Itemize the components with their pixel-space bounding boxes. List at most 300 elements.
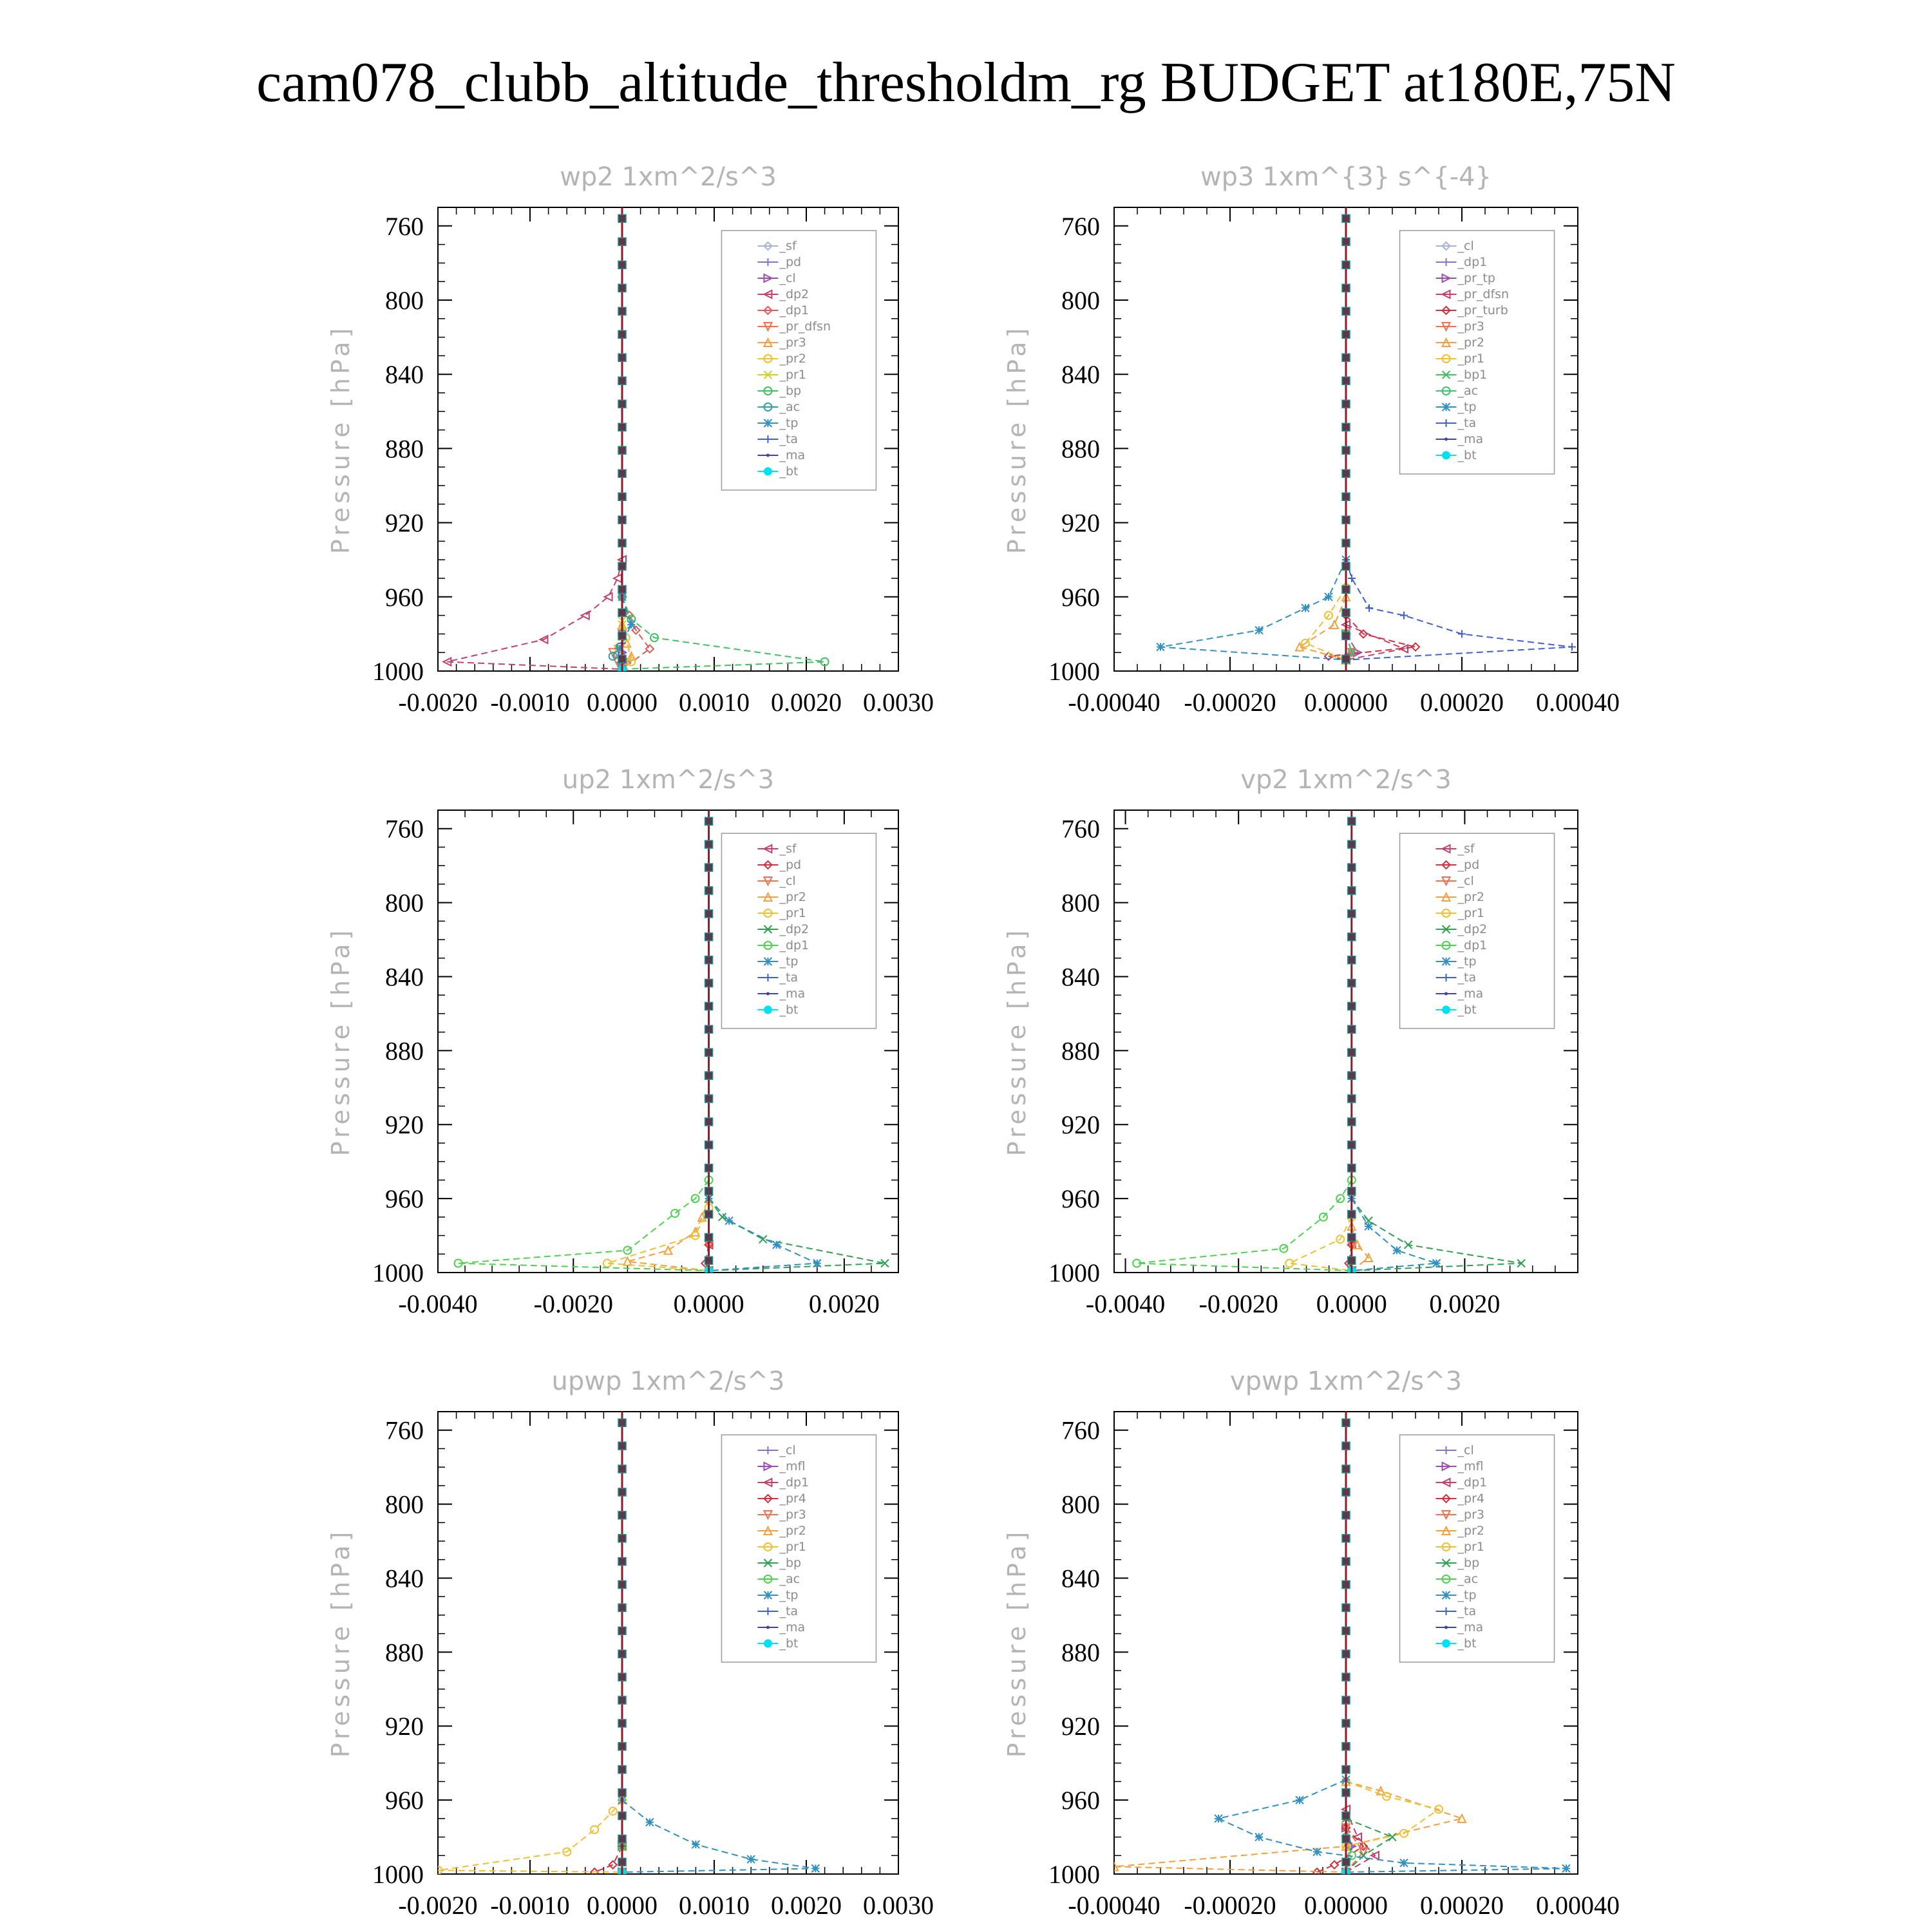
- series-ta-point: [1348, 574, 1356, 582]
- legend-entry-tp: _tp: [1457, 954, 1477, 969]
- zero-profile-marker: [618, 1766, 626, 1774]
- zero-profile-marker: [1348, 980, 1356, 987]
- legend-entry-pr1: _pr1: [779, 1540, 806, 1554]
- zero-profile-marker: [1348, 840, 1356, 848]
- x-tick-label: 0.0000: [587, 1891, 658, 1920]
- zero-profile-marker: [618, 1604, 626, 1611]
- zero-profile-marker: [618, 261, 626, 269]
- zero-profile-marker: [705, 1095, 713, 1103]
- legend-entry-bt: _bt: [779, 1003, 799, 1017]
- zero-profile-marker: [1342, 562, 1350, 570]
- legend-entry-ta: _ta: [779, 1604, 799, 1618]
- zero-profile-marker: [618, 585, 626, 593]
- series-tp-point: [1393, 1247, 1401, 1255]
- legend-entry-ma: _ma: [779, 1620, 806, 1634]
- legend-entry-cl: _cl: [1457, 874, 1474, 888]
- x-tick-label: 0.00040: [1536, 1891, 1620, 1920]
- y-tick-label: 960: [1061, 1184, 1100, 1214]
- zero-profile-marker: [1342, 1719, 1350, 1727]
- legend-entry-pr3: _pr3: [1457, 319, 1484, 334]
- legend-entry-ma: _ma: [1457, 987, 1484, 1001]
- legend-entry-ta: _ta: [1457, 971, 1477, 985]
- legend-entry-ma: _ma: [779, 987, 806, 1001]
- legend-entry-pr-turb: _pr_turb: [1457, 303, 1508, 317]
- x-tick-label: -0.00040: [1068, 688, 1160, 717]
- panel-title: wp3 1xm^{3} s^{-4}: [1200, 162, 1492, 192]
- y-tick-label: 920: [385, 1110, 424, 1140]
- zero-profile-marker: [618, 1465, 626, 1473]
- x-tick-label: -0.0020: [398, 688, 478, 717]
- series-ta-point: [1458, 630, 1466, 638]
- legend-entry-ma-marker: [1444, 1626, 1448, 1629]
- zero-profile-marker: [1348, 1256, 1356, 1264]
- y-tick-label: 760: [385, 211, 424, 241]
- y-axis-label: Pressure [hPa]: [1003, 324, 1031, 554]
- zero-profile-marker: [618, 632, 626, 639]
- zero-profile-marker: [618, 1835, 626, 1842]
- zero-profile-marker: [618, 655, 626, 663]
- legend-entry-pr1: _pr1: [1457, 1540, 1484, 1554]
- series-ta-point: [1568, 643, 1576, 651]
- zero-profile-marker: [1342, 469, 1350, 477]
- series-tp-line: [1352, 1198, 1437, 1271]
- legend-entry-tp-marker: [1443, 958, 1450, 965]
- zero-profile-marker: [618, 1442, 626, 1450]
- x-tick-label: 0.0000: [587, 688, 658, 717]
- y-tick-label: 760: [1061, 211, 1100, 241]
- zero-profile-marker: [705, 1211, 713, 1218]
- zero-profile-marker: [618, 609, 626, 616]
- y-tick-label: 920: [385, 1712, 424, 1741]
- panel-title: up2 1xm^2/s^3: [562, 765, 775, 795]
- zero-profile-marker: [1348, 1095, 1356, 1103]
- x-tick-label: 0.00000: [1304, 688, 1388, 717]
- zero-profile-marker: [1348, 1211, 1356, 1218]
- y-tick-label: 840: [385, 360, 424, 390]
- series-tp-point: [1255, 627, 1263, 634]
- y-tick-label: 880: [1061, 1638, 1100, 1667]
- legend-entry-ta: _ta: [1457, 416, 1477, 430]
- zero-profile-marker: [705, 1118, 713, 1126]
- zero-profile-marker: [1342, 1835, 1350, 1842]
- legend-entry-pr1: _pr1: [779, 906, 806, 920]
- zero-profile-marker: [618, 1558, 626, 1566]
- legend-entry-pr-tp: _pr_tp: [1457, 271, 1495, 285]
- series-tp-point: [1313, 1848, 1321, 1856]
- series-pr2-point: [1331, 621, 1338, 629]
- chart-panel-5: [327, 1367, 934, 1920]
- y-tick-label: 880: [1061, 1036, 1100, 1066]
- series-pr1-line: [1289, 1217, 1352, 1271]
- zero-profile-marker: [1342, 1465, 1350, 1473]
- zero-profile-marker: [1342, 1488, 1350, 1496]
- zero-profile-marker: [618, 1650, 626, 1658]
- legend-entry-dp1: _dp1: [779, 1475, 810, 1490]
- y-tick-label: 920: [1061, 1712, 1100, 1741]
- legend-entry-ta: _ta: [1457, 1604, 1477, 1618]
- zero-profile-marker: [1342, 214, 1350, 222]
- legend-entry-pr3: _pr3: [779, 1508, 806, 1522]
- zero-profile-marker: [618, 1858, 626, 1866]
- zero-profile-marker: [1342, 238, 1350, 245]
- legend-entry-cl: _cl: [779, 874, 796, 888]
- y-tick-label: 960: [385, 582, 424, 612]
- panel-title: upwp 1xm^2/s^3: [551, 1367, 785, 1396]
- zero-profile-marker: [1342, 1419, 1350, 1426]
- y-tick-label: 960: [385, 1184, 424, 1214]
- zero-profile-marker: [705, 1233, 713, 1241]
- y-tick-label: 1000: [372, 657, 424, 686]
- zero-profile-marker: [1342, 307, 1350, 315]
- legend-entry-tp: _tp: [779, 1588, 799, 1602]
- legend-entry-tp-marker: [764, 419, 772, 427]
- legend-entry-bp: _bp: [779, 1556, 802, 1570]
- legend-entry-dp1: _dp1: [1457, 938, 1488, 952]
- legend-entry-ac: _ac: [779, 400, 800, 414]
- legend-entry-pr3: _pr3: [779, 336, 806, 350]
- x-tick-label: 0.0030: [863, 1891, 934, 1920]
- zero-profile-marker: [618, 284, 626, 292]
- zero-profile-marker: [1348, 1025, 1356, 1033]
- series-tp-point: [1255, 1833, 1263, 1841]
- series-dp2-point: [614, 574, 621, 582]
- zero-profile-marker: [1342, 493, 1350, 500]
- zero-profile-marker: [705, 956, 713, 964]
- y-tick-label: 800: [385, 888, 424, 918]
- y-tick-label: 840: [385, 1564, 424, 1593]
- zero-profile-marker: [618, 1488, 626, 1496]
- zero-profile-marker: [1348, 1164, 1356, 1172]
- x-tick-label: 0.0020: [808, 1289, 880, 1318]
- zero-profile-marker: [1348, 933, 1356, 941]
- panel-title: wp2 1xm^2/s^3: [560, 162, 777, 192]
- x-tick-label: 0.0020: [771, 1891, 842, 1920]
- series-dp1-line: [459, 1180, 709, 1271]
- y-tick-label: 880: [385, 1036, 424, 1066]
- zero-profile-marker: [705, 840, 713, 848]
- zero-profile-marker: [705, 864, 713, 871]
- legend-entry-tp: _tp: [779, 416, 799, 430]
- zero-profile-marker: [1342, 1581, 1350, 1589]
- legend-entry-pr3: _pr3: [1457, 1508, 1484, 1522]
- series-tp-point: [627, 621, 635, 629]
- legend-entry-pr-dfsn: _pr_dfsn: [779, 319, 831, 334]
- zero-profile-marker: [618, 1812, 626, 1820]
- legend-entry-tp: _tp: [1457, 1588, 1477, 1602]
- zero-profile-marker: [618, 469, 626, 477]
- series-tp-point: [692, 1841, 699, 1848]
- x-tick-label: 0.00020: [1420, 688, 1504, 717]
- zero-profile-marker: [618, 493, 626, 500]
- y-tick-label: 800: [1061, 286, 1100, 315]
- zero-profile-marker: [1342, 1442, 1350, 1450]
- legend-entry-pr4: _pr4: [1457, 1492, 1484, 1506]
- zero-profile-marker: [618, 377, 626, 384]
- zero-profile-marker: [618, 1535, 626, 1542]
- series-pr4-point: [1313, 1868, 1321, 1876]
- zero-profile-marker: [1342, 1558, 1350, 1566]
- y-tick-label: 1000: [1048, 657, 1100, 686]
- y-axis-label: Pressure [hPa]: [1003, 1528, 1031, 1758]
- chart-panel-1: [327, 162, 934, 717]
- zero-profile-marker: [618, 516, 626, 524]
- x-tick-label: 0.00000: [1304, 1891, 1388, 1920]
- series-pr1-point: [591, 1826, 598, 1833]
- zero-profile-marker: [705, 887, 713, 895]
- y-tick-label: 960: [385, 1786, 424, 1815]
- series-tp-point: [1325, 593, 1332, 601]
- x-tick-label: 0.0010: [679, 1891, 750, 1920]
- zero-profile-marker: [1348, 1048, 1356, 1056]
- zero-profile-marker: [618, 1511, 626, 1519]
- x-tick-label: 0.0020: [1429, 1289, 1501, 1318]
- y-tick-label: 760: [385, 1416, 424, 1445]
- legend-entry-pr2: _pr2: [1457, 336, 1484, 350]
- zero-profile-marker: [705, 1002, 713, 1010]
- legend-entry-ma-marker: [1444, 992, 1448, 996]
- y-axis-label: Pressure [hPa]: [327, 926, 355, 1157]
- x-tick-label: -0.0040: [1085, 1289, 1166, 1318]
- legend-entry-ma: _ma: [1457, 432, 1484, 446]
- chart-panel-4: [1003, 765, 1578, 1318]
- legend-entry-bt: _bt: [1457, 448, 1477, 462]
- legend-entry-bt: _bt: [1457, 1636, 1477, 1651]
- series-tp-point: [646, 1819, 654, 1826]
- zero-profile-marker: [1348, 1188, 1356, 1195]
- y-tick-label: 760: [385, 814, 424, 844]
- zero-profile-marker: [705, 1048, 713, 1056]
- legend-entry-tp-marker: [1443, 1591, 1450, 1599]
- legend-entry-pr2: _pr2: [779, 890, 806, 904]
- series-tp-point: [747, 1855, 755, 1863]
- panel-title: vp2 1xm^2/s^3: [1240, 765, 1452, 795]
- x-tick-label: -0.00040: [1068, 1891, 1160, 1920]
- y-tick-label: 1000: [372, 1258, 424, 1287]
- zero-profile-marker: [705, 1256, 713, 1264]
- y-tick-label: 880: [385, 1638, 424, 1667]
- series-tp-point: [1365, 1222, 1372, 1230]
- legend-entry-pr2: _pr2: [1457, 1524, 1484, 1538]
- legend-entry-ma: _ma: [1457, 1620, 1484, 1634]
- zero-profile-marker: [1342, 632, 1350, 639]
- chart-panel-2: [1003, 162, 1620, 717]
- zero-profile-marker: [1348, 1233, 1356, 1241]
- series-tp-point: [1215, 1815, 1222, 1823]
- zero-profile-marker: [618, 238, 626, 245]
- series-dp2-line: [709, 1198, 885, 1271]
- zero-profile-marker: [618, 1419, 626, 1426]
- legend-entry-bt-marker: [1443, 1640, 1450, 1647]
- legend-entry-ta: _ta: [779, 432, 799, 446]
- chart-panel-3: [327, 765, 898, 1318]
- legend-entry-bt-marker: [764, 468, 772, 475]
- x-tick-label: 0.0030: [863, 688, 934, 717]
- legend-entry-bt-marker: [1443, 451, 1450, 459]
- zero-profile-marker: [1342, 1858, 1350, 1866]
- zero-profile-marker: [705, 1025, 713, 1033]
- series-tp-point: [811, 1864, 819, 1872]
- series-tp-line: [1218, 1780, 1566, 1873]
- x-tick-label: 0.0010: [679, 688, 750, 717]
- zero-profile-marker: [1342, 1673, 1350, 1681]
- series-tp-point: [773, 1241, 781, 1249]
- legend-entry-tp: _tp: [1457, 400, 1477, 414]
- y-tick-label: 920: [1061, 1110, 1100, 1140]
- zero-profile-marker: [1342, 1743, 1350, 1750]
- zero-profile-marker: [1348, 1118, 1356, 1126]
- zero-profile-marker: [1342, 609, 1350, 616]
- x-tick-label: 0.0000: [1316, 1289, 1387, 1318]
- series-tp-line: [709, 1198, 817, 1271]
- x-tick-label: -0.0010: [490, 688, 570, 717]
- legend-entry-pr1: _pr1: [1457, 906, 1484, 920]
- series-bp-point: [1388, 1833, 1396, 1841]
- legend-entry-cl: _cl: [779, 271, 796, 285]
- legend-entry-dp1: _dp1: [1457, 255, 1488, 269]
- legend-entry-pr2: _pr2: [1457, 890, 1484, 904]
- series-pr4-point: [1331, 1861, 1338, 1869]
- zero-profile-marker: [1342, 1604, 1350, 1611]
- x-tick-label: -0.0020: [398, 1891, 478, 1920]
- series-pr2-point: [665, 1247, 672, 1255]
- legend-entry-mfl: _mfl: [1457, 1459, 1484, 1473]
- zero-profile-marker: [705, 1072, 713, 1079]
- zero-profile-marker: [705, 1141, 713, 1149]
- y-tick-label: 920: [1061, 508, 1100, 538]
- legend-entry-pr1: _pr1: [779, 368, 806, 382]
- zero-profile-marker: [1348, 887, 1356, 895]
- legend-entry-tp: _tp: [779, 954, 799, 969]
- legend-entry-pd: _pd: [1457, 858, 1480, 872]
- zero-profile-marker: [705, 817, 713, 825]
- legend-entry-pr-dfsn: _pr_dfsn: [1457, 287, 1510, 301]
- zero-profile-marker: [1342, 1812, 1350, 1820]
- series-tp-point: [1562, 1864, 1570, 1872]
- zero-profile-marker: [1342, 516, 1350, 524]
- series-dp2-point: [582, 612, 589, 620]
- legend-entry-dp1: _dp1: [779, 303, 810, 317]
- legend-entry-sf: _sf: [779, 842, 797, 856]
- zero-profile-marker: [1342, 261, 1350, 269]
- legend-entry-bt-marker: [1443, 1006, 1450, 1014]
- legend-entry-bt: _bt: [779, 1636, 799, 1651]
- legend-entry-bt: _bt: [779, 464, 799, 478]
- zero-profile-marker: [1342, 1696, 1350, 1704]
- zero-profile-marker: [705, 980, 713, 987]
- zero-profile-marker: [1348, 1141, 1356, 1149]
- zero-profile-marker: [618, 1743, 626, 1750]
- y-axis-label: Pressure [hPa]: [1003, 926, 1031, 1157]
- legend-entry-pr4: _pr4: [779, 1492, 806, 1506]
- zero-profile-marker: [618, 354, 626, 361]
- legend-entry-bt-marker: [764, 1006, 772, 1014]
- y-tick-label: 840: [1061, 1564, 1100, 1593]
- zero-profile-marker: [1342, 585, 1350, 593]
- zero-profile-marker: [1348, 1002, 1356, 1010]
- legend-entry-bp1: _bp1: [1457, 368, 1488, 382]
- legend-entry-bt-marker: [764, 1640, 772, 1647]
- series-tp-point: [813, 1260, 821, 1267]
- zero-profile-marker: [1342, 400, 1350, 408]
- legend-entry-sf: _sf: [1457, 842, 1475, 856]
- legend-entry-bp: _bp: [1457, 1556, 1480, 1570]
- zero-profile-marker: [618, 330, 626, 338]
- y-tick-label: 760: [1061, 1416, 1100, 1445]
- y-tick-label: 840: [1061, 962, 1100, 992]
- zero-profile-marker: [705, 1188, 713, 1195]
- legend-entry-ac: _ac: [1457, 384, 1479, 398]
- series-dp1-line: [1137, 1180, 1352, 1271]
- zero-profile-marker: [1342, 539, 1350, 547]
- zero-profile-marker: [705, 1164, 713, 1172]
- x-tick-label: -0.00020: [1184, 1891, 1276, 1920]
- zero-profile-marker: [1342, 377, 1350, 384]
- legend-entry-ma-marker: [1444, 438, 1448, 441]
- figure-title: cam078_clubb_altitude_thresholdm_rg BUDGET at180E,75N: [256, 52, 1676, 114]
- zero-profile-marker: [705, 933, 713, 941]
- legend-entry-ac: _ac: [779, 1572, 800, 1586]
- zero-profile-marker: [618, 307, 626, 315]
- x-tick-label: -0.0020: [533, 1289, 613, 1318]
- x-tick-label: 0.00040: [1536, 688, 1620, 717]
- zero-profile-marker: [1342, 446, 1350, 454]
- legend-entry-ma-marker: [766, 1626, 770, 1629]
- legend-entry-ma-marker: [766, 454, 770, 457]
- chart-panel-6: [1003, 1367, 1620, 1920]
- y-tick-label: 880: [385, 434, 424, 464]
- zero-profile-marker: [618, 1696, 626, 1704]
- series-tp-point: [1432, 1260, 1440, 1267]
- legend-entry-tp-marker: [764, 1591, 772, 1599]
- x-tick-label: 0.0000: [673, 1289, 744, 1318]
- legend-entry-tp-marker: [764, 958, 772, 965]
- series-tp-point: [1157, 643, 1164, 651]
- series-tp-point: [725, 1217, 733, 1225]
- x-tick-label: -0.00020: [1184, 688, 1276, 717]
- y-tick-label: 920: [385, 508, 424, 538]
- zero-profile-marker: [618, 423, 626, 431]
- x-tick-label: -0.0040: [398, 1289, 478, 1318]
- y-tick-label: 800: [385, 286, 424, 315]
- series-bp-line: [622, 597, 825, 669]
- series-ta-point: [1400, 612, 1408, 620]
- legend-entry-pr1: _pr1: [1457, 352, 1484, 366]
- y-tick-label: 1000: [372, 1860, 424, 1889]
- legend-entry-pd: _pd: [779, 858, 802, 872]
- legend-entry-ac: _ac: [1457, 1572, 1479, 1586]
- series-pr2-line: [627, 1198, 708, 1271]
- legend-entry-pr2: _pr2: [779, 1524, 806, 1538]
- zero-profile-marker: [618, 1627, 626, 1634]
- y-axis-label: Pressure [hPa]: [327, 324, 355, 554]
- zero-profile-marker: [618, 1719, 626, 1727]
- legend-entry-pd: _pd: [779, 255, 802, 269]
- legend-entry-bp: _bp: [779, 384, 802, 398]
- y-tick-label: 840: [1061, 360, 1100, 390]
- zero-profile-marker: [618, 1789, 626, 1797]
- zero-profile-marker: [1342, 423, 1350, 431]
- y-tick-label: 960: [1061, 582, 1100, 612]
- zero-profile-marker: [1342, 330, 1350, 338]
- zero-profile-marker: [1342, 354, 1350, 361]
- series-dp1-point: [671, 1209, 679, 1217]
- series-ta-line: [1346, 560, 1572, 659]
- zero-profile-marker: [618, 562, 626, 570]
- zero-profile-marker: [618, 214, 626, 222]
- legend-entry-ma-marker: [766, 992, 770, 996]
- x-tick-label: -0.0010: [490, 1891, 570, 1920]
- legend-entry-ta: _ta: [779, 971, 799, 985]
